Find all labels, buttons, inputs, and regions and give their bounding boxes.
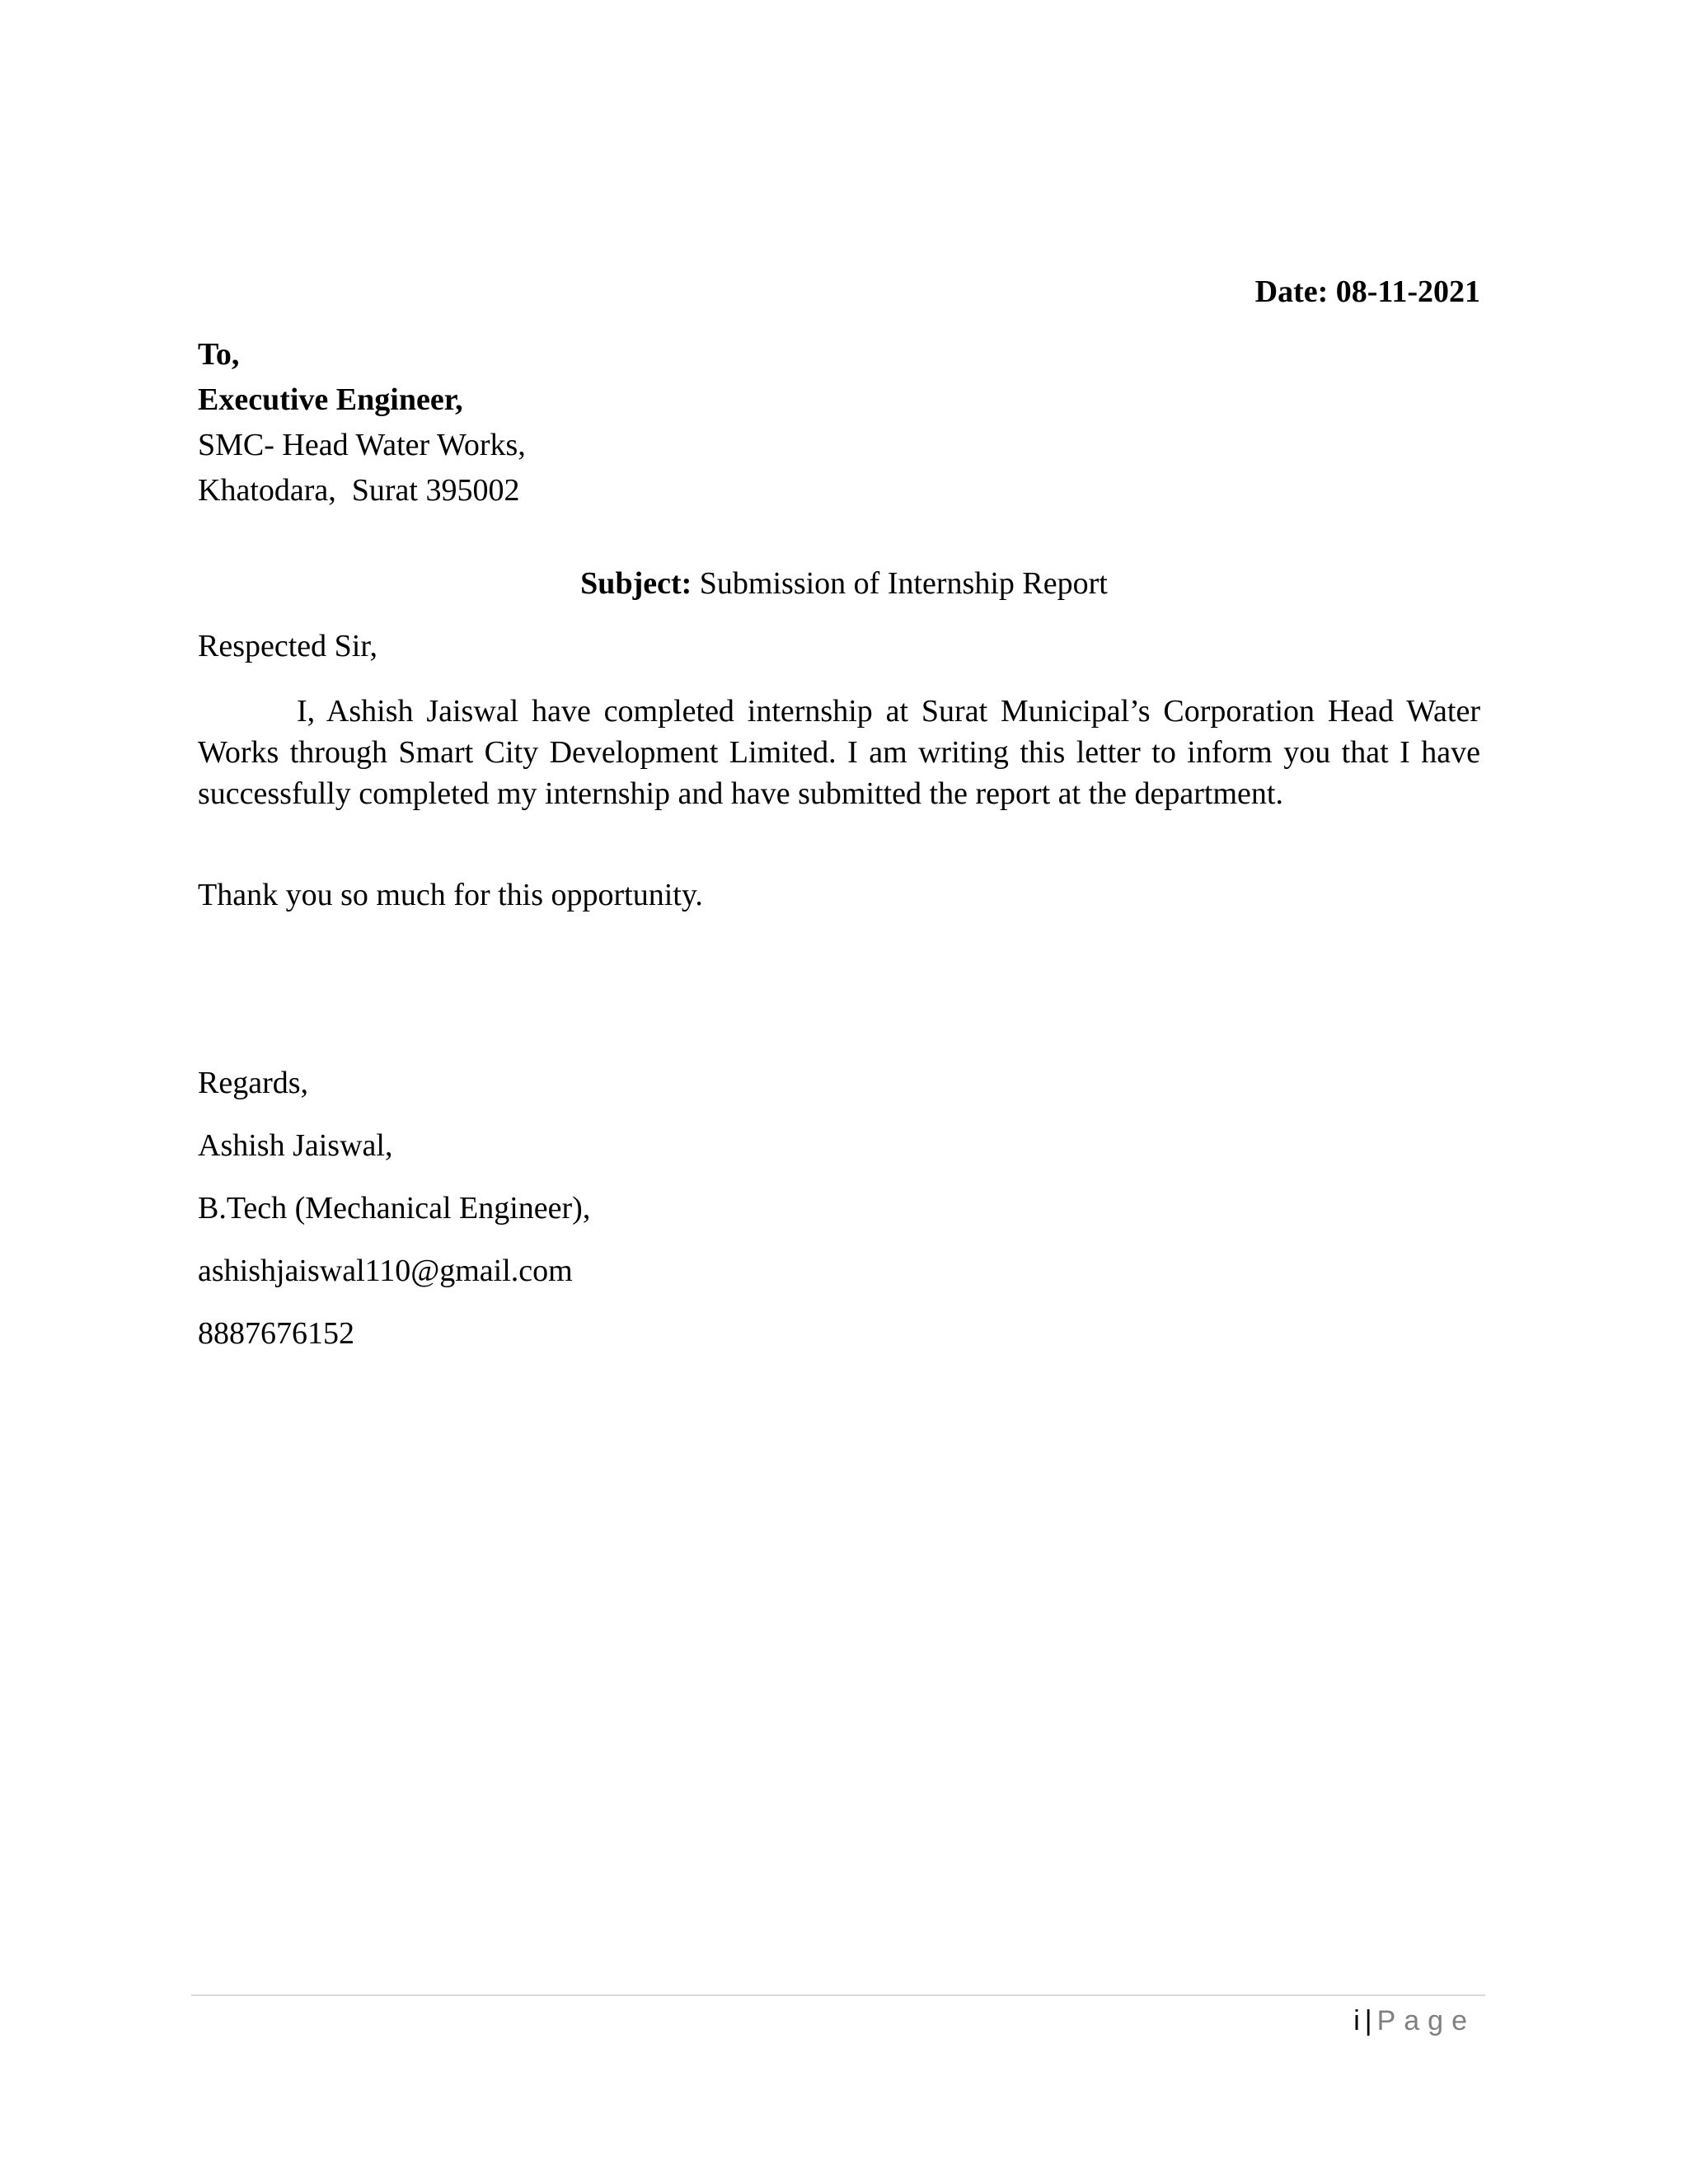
page-footer bbox=[1353, 2003, 1475, 2039]
page-label: Page bbox=[1376, 2005, 1475, 2036]
page-number: i bbox=[1353, 2005, 1360, 2036]
recipient-to: To, bbox=[198, 337, 240, 372]
signature-name: Ashish Jaiswal, bbox=[198, 1128, 393, 1163]
footer-divider bbox=[191, 1994, 1485, 1996]
signature-email: ashishjaiswal110@gmail.com bbox=[198, 1254, 573, 1288]
letter-date: Date: 08-11-2021 bbox=[1254, 274, 1480, 309]
signature-degree: B.Tech (Mechanical Engineer), bbox=[198, 1191, 591, 1226]
thanks-line: Thank you so much for this opportunity. bbox=[198, 878, 703, 912]
closing: Regards, bbox=[198, 1066, 309, 1100]
subject-line bbox=[0, 564, 1688, 603]
recipient-org: SMC- Head Water Works, bbox=[198, 428, 526, 462]
recipient-title: Executive Engineer, bbox=[198, 382, 463, 417]
greeting: Respected Sir, bbox=[198, 629, 377, 663]
subject-label: Subject: bbox=[580, 566, 692, 601]
subject-text: Submission of Internship Report bbox=[692, 566, 1108, 601]
body-paragraph: I, Ashish Jaiswal have completed internship at Surat Municipal’s Corporation Head Water Works through Smart City Development Limited. I am writing this letter to inform you that I have successfully completed my internship and have submitted the report at the department. bbox=[198, 694, 1480, 811]
footer-separator: | bbox=[1364, 2005, 1372, 2036]
recipient-address: Khatodara, Surat 395002 bbox=[198, 473, 520, 508]
signature-phone: 8887676152 bbox=[198, 1316, 354, 1351]
